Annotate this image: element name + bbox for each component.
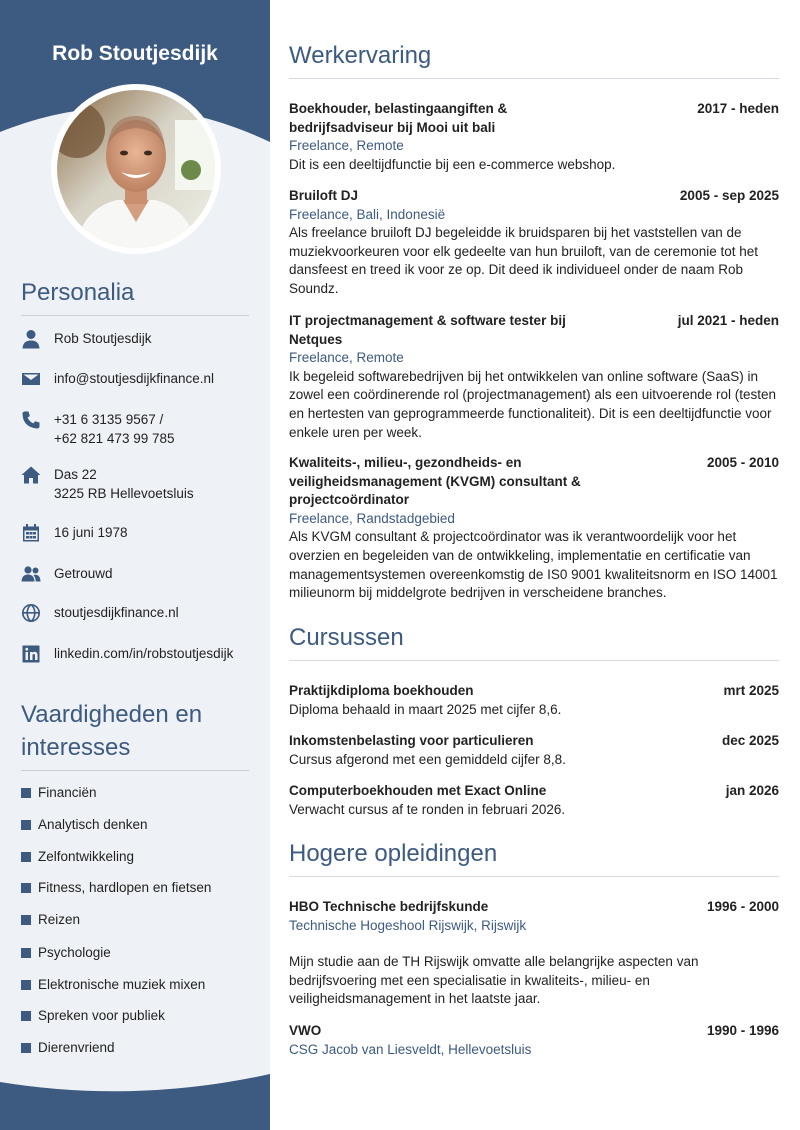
bullet-square [21,788,31,798]
contact-name [0,329,270,348]
profile-photo-frame [51,84,221,254]
entry-description: Cursus afgerond met een gemiddeld cijfer 8,8. [289,751,566,767]
sidebar [0,0,270,1130]
entry-title: Inkomstenbelasting voor particulieren [289,733,534,748]
contact-marital-text: Getrouwd [54,566,113,581]
education-heading: Hogere opleidingen [289,838,779,877]
work-entry [289,312,779,442]
bullet-square [21,883,31,893]
course-entry [289,782,779,819]
contact-website [0,603,270,622]
skill-item [21,849,134,864]
bullet-square [21,1011,31,1021]
skill-item [21,785,97,800]
work-entry [289,187,779,299]
contact-birthdate-text: 16 juni 1978 [54,525,128,540]
entry-date: mrt 2025 [723,683,779,698]
entry-description: Mijn studie aan de TH Rijswijk omvatte alle belangrijke aspecten van bedrijfsvoering met een specialisatie in kwaliteits-, milieu- en veiligheidsmanagement in het laatste jaar. [289,954,699,1007]
contact-website-text[interactable]: stoutjesdijkfinance.nl [54,605,179,620]
globe-icon [20,603,42,622]
entry-subtitle: Freelance, Remote [289,138,404,154]
person-icon [20,329,42,348]
contact-email [0,369,270,388]
skill-item [21,1008,165,1023]
entry-description: Verwacht cursus af te ronden in februari 2026. [289,801,566,817]
bullet-square [21,948,31,958]
envelope-icon [20,369,42,388]
entry-date: 1996 - 2000 [706,899,779,914]
skill-label: Dierenvriend [38,1040,115,1055]
entry-subtitle: Freelance, Randstadgebied [289,510,455,526]
skill-label: Reizen [38,912,81,927]
skill-item [21,1040,115,1055]
entry-description: Dit is een deeltijdfunctie bij een e-commerce webshop. [289,156,616,172]
work-heading: Werkervaring [289,40,779,79]
entry-date: 1990 - 1996 [706,1023,779,1038]
entry-description: Als freelance bruiloft DJ begeleidde ik bruidsparen bij het vaststellen van de muziekvoorkeuren voor elk gedeelte van hun bruiloft, van de ceremonie tot het dansfeest en treed ik voor ze op. Dit deed ik individueel onder de naam Rob Soundz. [289,225,759,296]
skill-label: Elektronische muziek mixen [38,977,206,992]
entry-title: Praktijkdiploma boekhouden [289,683,474,698]
contact-marital-status [0,564,270,583]
skill-label: Analytisch denken [38,817,148,832]
contact-address [0,465,270,503]
skill-label: Financiën [38,785,97,800]
skill-label: Psychologie [38,945,111,960]
bullet-square [21,980,31,990]
entry-title: Boekhouder, belastingaangiften & bedrijfsadviseur bij Mooi uit bali [289,101,508,135]
entry-date: jul 2021 - heden [677,313,779,328]
bullet-square [21,1043,31,1053]
education-entry [289,1022,779,1059]
course-entry [289,682,779,719]
spacer [289,935,779,953]
entry-description: Ik begeleid softwarebedrijven bij het ontwikkelen van online software (SaaS) in zowel een coördinerende rol (projectmanagement) als een uitvoerende rol (testen en hertesten van geprogrammeerde functionaliteit). Dit is een deeltijdfunctie voor enkele uren per week. [289,368,777,440]
skill-label: Zelfontwikkeling [38,849,135,864]
skills-heading: Vaardigheden en interesses [21,698,249,771]
work-entry [289,454,779,603]
entry-date: dec 2025 [721,733,779,748]
entry-date: 2005 - sep 2025 [679,188,779,203]
skill-item [21,912,80,927]
entry-title: IT projectmanagement & software tester bij Netques [289,313,566,347]
calendar-icon [20,523,42,542]
entry-title: Kwaliteits-, milieu-, gezondheids- en veiligheidsmanagement (KVGM) consultant & projectcoördinator [289,455,581,508]
footer-curve-shape [0,1070,270,1130]
entry-subtitle: Technische Hogeshool Rijswijk, Rijswijk [289,917,527,933]
entry-title: Computerboekhouden met Exact Online [289,783,547,798]
education-entry [289,898,779,1009]
users-icon [20,564,42,583]
home-icon [20,465,42,484]
entry-title: VWO [289,1023,322,1038]
phone-icon [20,410,42,429]
skill-item [21,817,148,832]
entry-subtitle: Freelance, Bali, Indonesië [289,206,446,222]
entry-title: Bruiloft DJ [289,188,358,203]
contact-name-text: Rob Stoutjesdijk [54,331,152,346]
contact-address-text: Das 22 3225 RB Hellevoetsluis [54,467,194,501]
linkedin-icon [20,644,42,663]
work-entry [289,100,779,174]
bullet-square [21,820,31,830]
contact-linkedin-text[interactable]: linkedin.com/in/robstoutjesdijk [54,646,234,661]
entry-description: Als KVGM consultant & projectcoördinator was ik verantwoordelijk voor het overzien en begeleiden van de ontwikkeling, implementatie en certificatie van managementsystemen overeenkomstig de IS0 9001 kwaliteitsnorm en ISO 14001 milieunorm bij middelgrote bedrijven in verscheidene branches. [289,529,778,601]
contact-birthdate [0,523,270,542]
entry-subtitle: CSG Jacob van Liesveldt, Hellevoetsluis [289,1041,532,1057]
course-entry [289,732,779,769]
entry-date: 2005 - 2010 [706,455,779,470]
profile-name: Rob Stoutjesdijk [52,42,218,65]
courses-heading: Cursussen [289,622,779,661]
profile-photo [57,90,215,248]
bullet-square [21,915,31,925]
skill-item [21,977,205,992]
contact-email-text[interactable]: info@stoutjesdijkfinance.nl [54,371,215,386]
skill-label: Spreken voor publiek [38,1008,165,1023]
bullet-square [21,852,31,862]
personalia-heading: Personalia [21,276,249,316]
entry-date: 2017 - heden [697,101,779,116]
contact-phone [0,410,270,448]
entry-description: Diploma behaald in maart 2025 met cijfer 8,6. [289,701,562,717]
entry-subtitle: Freelance, Remote [289,350,404,366]
skill-label: Fitness, hardlopen en fietsen [38,880,212,895]
contact-linkedin [0,644,270,663]
skill-item [21,880,211,895]
skill-item [21,945,111,960]
contact-phone-text[interactable]: +31 6 3135 9567 / +62 821 473 99 785 [54,412,175,446]
entry-date: jan 2026 [725,783,779,798]
entry-title: HBO Technische bedrijfskunde [289,899,489,914]
